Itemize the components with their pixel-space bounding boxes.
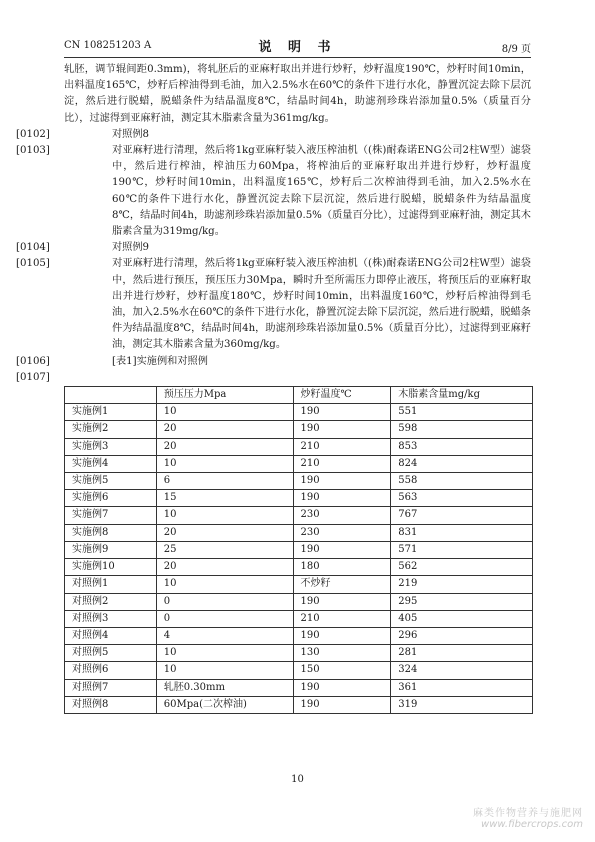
table-cell: 853 xyxy=(391,438,533,455)
table-cell: 281 xyxy=(391,645,533,662)
table-cell: 15 xyxy=(156,490,293,507)
table-cell: 230 xyxy=(293,507,391,524)
table-row xyxy=(65,627,533,644)
table-cell: 对照例8 xyxy=(65,696,157,713)
table-cell: 10 xyxy=(156,507,293,524)
page-header xyxy=(64,36,531,54)
paragraph-number: [0105] xyxy=(16,258,50,270)
paragraph-text: 对亚麻籽进行清理，然后将1kg亚麻籽装入液压榨油机（(株)耐森诺ENG公司2柱W型）滤袋中，然后进行预压，预压压力30Mpa，瞬时升至所需压力即停止液压，将预压后的亚麻籽取出并进行炒籽，炒籽温度180℃，炒籽时间10min，出料温度160℃，炒籽后榨油得到毛油，加入2.5%水在60℃的条件下进行水化，静置沉淀去除下层沉淀，然后进行脱蜡，脱蜡条件为结晶温度8℃，结晶时间4h，助滤剂珍珠岩添加量0.5%（质量百分比），过滤得到亚麻籽油，测定其木脂素含量为360mg/kg。 xyxy=(112,258,531,351)
table-cell: 210 xyxy=(293,438,391,455)
table-cell: 219 xyxy=(391,576,533,593)
table-cell: 20 xyxy=(156,524,293,541)
paragraph xyxy=(16,127,531,143)
paragraph-number: [0103] xyxy=(16,145,50,157)
table-cell: 不炒籽 xyxy=(293,576,391,593)
table-cell: 实施例4 xyxy=(65,455,157,472)
table-cell: 对照例4 xyxy=(65,627,157,644)
table-cell: 实施例10 xyxy=(65,559,157,576)
paragraph-text: [表1]实施例和对照例 xyxy=(112,355,208,367)
table-row xyxy=(65,679,533,696)
table-cell: 轧胚0.30mm xyxy=(156,679,293,696)
table-cell: 767 xyxy=(391,507,533,524)
table-row xyxy=(65,490,533,507)
document-body xyxy=(16,62,531,714)
paragraph-list xyxy=(16,62,531,386)
table-cell: 10 xyxy=(156,662,293,679)
table-cell: 对照例1 xyxy=(65,576,157,593)
paragraph xyxy=(16,370,531,386)
watermark-site-name: 麻类作物营养与施肥网 xyxy=(473,808,583,819)
table-cell: 实施例5 xyxy=(65,473,157,490)
column-header: 预压压力Mpa xyxy=(156,387,293,404)
table-cell: 190 xyxy=(293,679,391,696)
table-row xyxy=(65,645,533,662)
table-cell: 20 xyxy=(156,438,293,455)
table-cell: 150 xyxy=(293,662,391,679)
table-cell: 180 xyxy=(293,559,391,576)
table-cell: 实施例7 xyxy=(65,507,157,524)
table-cell: 6 xyxy=(156,473,293,490)
paragraph-text: 对亚麻籽进行清理，然后将1kg亚麻籽装入液压榨油机（(株)耐森诺ENG公司2柱W型）滤袋中，然后进行榨油，榨油压力60Mpa，将榨油后的亚麻籽取出并进行炒籽，炒籽温度190℃，炒籽时间10min，出料温度165℃，炒籽后二次榨油得到毛油，加入2.5%水在60℃的条件下进行水化，静置沉淀去除下层沉淀，然后进行脱蜡，脱蜡条件为结晶温度8℃，结晶时间4h，助滤剂珍珠岩添加量0.5%（质量百分比），过滤得到亚麻籽油，测定其木脂素含量为319mg/kg。 xyxy=(112,145,531,238)
table-cell: 60Mpa(二次榨油) xyxy=(156,696,293,713)
paragraph xyxy=(64,62,531,127)
table-cell: 296 xyxy=(391,627,533,644)
table-row xyxy=(65,662,533,679)
table-cell: 0 xyxy=(156,610,293,627)
table-row xyxy=(65,404,533,421)
table-cell: 25 xyxy=(156,541,293,558)
table-cell: 190 xyxy=(293,473,391,490)
paragraph xyxy=(16,256,531,353)
table-cell: 实施例8 xyxy=(65,524,157,541)
table-cell: 598 xyxy=(391,421,533,438)
table-row xyxy=(65,473,533,490)
table-cell: 571 xyxy=(391,541,533,558)
table-cell: 对照例7 xyxy=(65,679,157,696)
table-row xyxy=(65,593,533,610)
table-cell: 319 xyxy=(391,696,533,713)
table-header-row xyxy=(65,387,533,404)
column-header: 木脂素含量mg/kg xyxy=(391,387,533,404)
table-cell: 10 xyxy=(156,576,293,593)
page-indicator: 8/9 页 xyxy=(501,44,531,55)
table-cell: 824 xyxy=(391,455,533,472)
table-cell: 831 xyxy=(391,524,533,541)
table-cell: 对照例5 xyxy=(65,645,157,662)
table-cell: 实施例1 xyxy=(65,404,157,421)
table-cell: 20 xyxy=(156,559,293,576)
table-cell: 190 xyxy=(293,421,391,438)
table-cell: 558 xyxy=(391,473,533,490)
paragraph-text: 轧胚，调节辊间距0.3mm)，将轧胚后的亚麻籽取出并进行炒籽，炒籽温度190℃，炒籽时间10min，出料温度165℃，炒籽后榨油得到毛油，加入2.5%水在60℃的条件下进行水化，静置沉淀去除下层沉淀，然后进行脱蜡，脱蜡条件为结晶温度8℃，结晶时间4h，助滤剂珍珠岩添加量0.5%（质量百分比），过滤得到亚麻籽油，测定其木脂素含量为361mg/kg。 xyxy=(64,64,531,124)
table-cell: 190 xyxy=(293,404,391,421)
table-cell: 405 xyxy=(391,610,533,627)
paragraph-text: 对照例8 xyxy=(112,128,150,140)
table-row xyxy=(65,576,533,593)
table-cell: 实施例9 xyxy=(65,541,157,558)
table-cell: 190 xyxy=(293,696,391,713)
document-title: 说 明 书 xyxy=(258,40,337,55)
paragraph xyxy=(16,240,531,256)
table-row xyxy=(65,610,533,627)
table-cell: 190 xyxy=(293,593,391,610)
table-cell: 10 xyxy=(156,404,293,421)
table-cell: 0 xyxy=(156,593,293,610)
table-row xyxy=(65,438,533,455)
paragraph xyxy=(16,143,531,240)
table-cell: 实施例3 xyxy=(65,438,157,455)
table-cell: 10 xyxy=(156,455,293,472)
paragraph-number: [0107] xyxy=(16,371,50,383)
table-row xyxy=(65,559,533,576)
table-cell: 10 xyxy=(156,645,293,662)
table-row xyxy=(65,541,533,558)
site-watermark xyxy=(473,804,583,830)
table-cell: 324 xyxy=(391,662,533,679)
table-cell: 361 xyxy=(391,679,533,696)
table-cell: 对照例3 xyxy=(65,610,157,627)
column-header xyxy=(65,387,157,404)
patent-number: CN 108251203 A xyxy=(64,40,152,51)
table-row xyxy=(65,507,533,524)
table-row xyxy=(65,455,533,472)
paragraph-number: [0106] xyxy=(16,355,50,367)
column-header: 炒籽温度℃ xyxy=(293,387,391,404)
table-cell: 295 xyxy=(391,593,533,610)
table-cell: 实施例2 xyxy=(65,421,157,438)
table-cell: 551 xyxy=(391,404,533,421)
paragraph-number: [0102] xyxy=(16,128,50,140)
table-cell: 对照例2 xyxy=(65,593,157,610)
table-cell: 130 xyxy=(293,645,391,662)
paragraph-number: [0104] xyxy=(16,242,50,254)
watermark-url: www.fibercrops.com xyxy=(481,819,583,830)
table-row xyxy=(65,421,533,438)
table-cell: 实施例6 xyxy=(65,490,157,507)
table-row xyxy=(65,524,533,541)
table-cell: 190 xyxy=(293,541,391,558)
paragraph xyxy=(16,354,531,370)
table-cell: 563 xyxy=(391,490,533,507)
page-number: 10 xyxy=(291,774,304,785)
table-cell: 20 xyxy=(156,421,293,438)
table-cell: 210 xyxy=(293,610,391,627)
header-rule xyxy=(64,57,531,58)
table-cell: 230 xyxy=(293,524,391,541)
table-cell: 对照例6 xyxy=(65,662,157,679)
table-row xyxy=(65,696,533,713)
paragraph-text: 对照例9 xyxy=(112,242,150,254)
table-cell: 190 xyxy=(293,490,391,507)
table-cell: 562 xyxy=(391,559,533,576)
table-cell: 210 xyxy=(293,455,391,472)
table-cell: 190 xyxy=(293,627,391,644)
table-cell: 4 xyxy=(156,627,293,644)
results-table xyxy=(64,386,533,714)
